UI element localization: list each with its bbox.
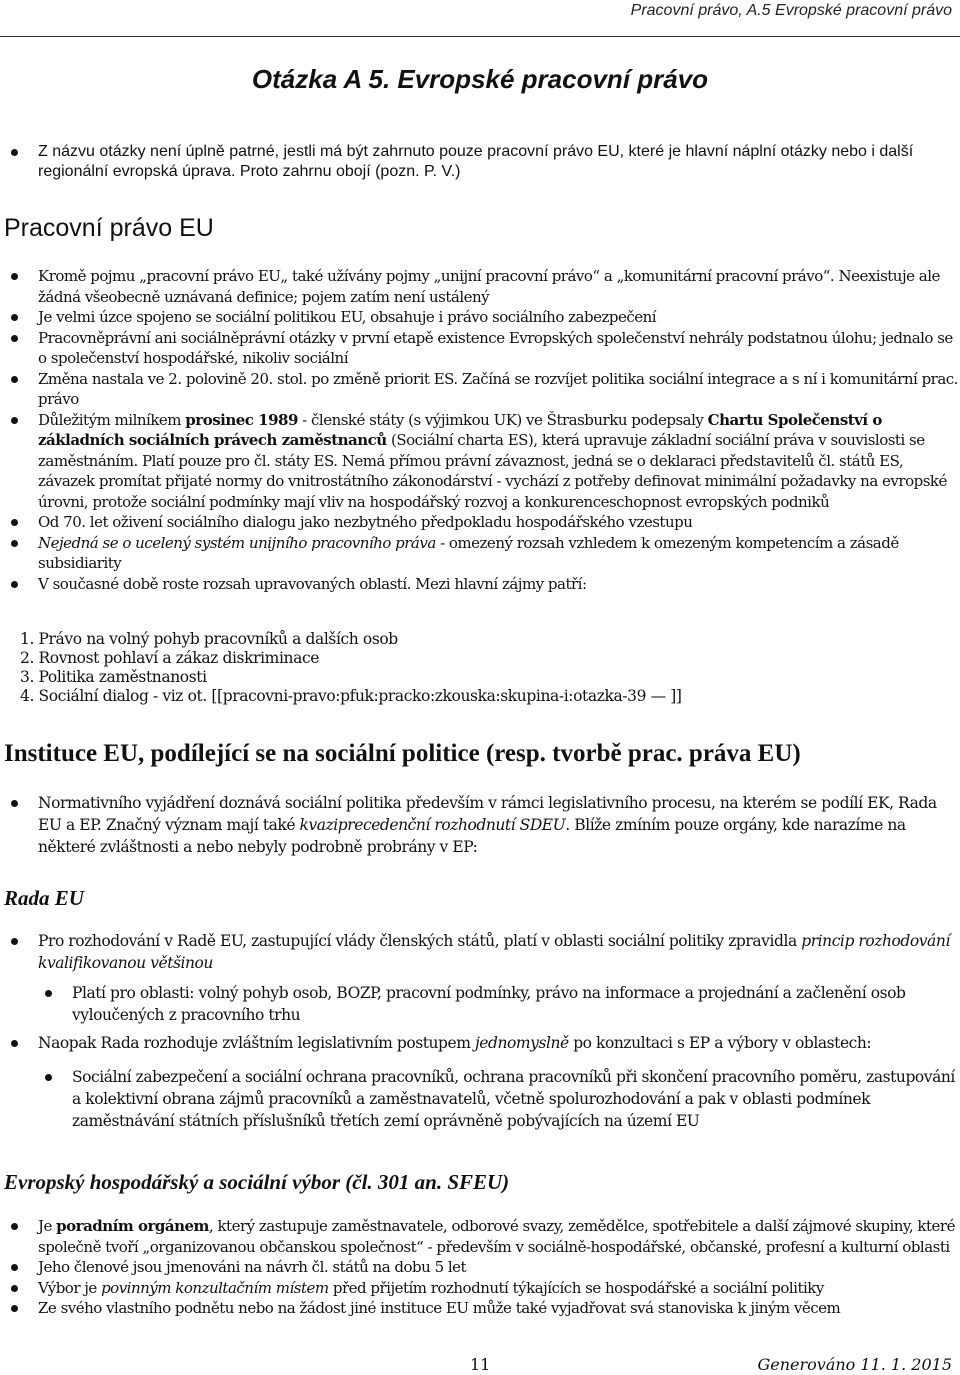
rada-sublist-1	[38, 982, 958, 1026]
section1-list	[4, 266, 958, 594]
list-item: Pracovněprávní ani sociálněprávní otázky v první etapě existence Evropských společenství nehrály podstatnou úlohu; jednalo se o společenství hospodářské, nikoliv sociální	[4, 328, 958, 369]
section-heading-rada-eu: Rada EU	[4, 886, 84, 910]
list-item: Platí pro oblasti: volný pohyb osob, BOZP, pracovní podmínky, právo na informace a projednání a začlenění osob vyloučených z pracovního trhu	[38, 982, 958, 1026]
numbered-item: 1. Právo na volný pohyb pracovníků a dalších osob	[20, 630, 398, 648]
numbered-item: 3. Politika zaměstnanosti	[20, 668, 207, 686]
running-header: Pracovní právo, A.5 Evropské pracovní právo	[630, 2, 952, 19]
section-heading-instituce-eu: Instituce EU, podílející se na sociální politice (resp. tvorbě prac. práva EU)	[4, 740, 801, 767]
rada-list-2	[4, 1032, 958, 1054]
priorities-numbered-list	[20, 630, 950, 706]
list-item: Je velmi úzce spojeno se sociální politikou EU, obsahuje i právo sociálního zabezpečení	[4, 307, 958, 328]
list-item: Důležitým milníkem prosinec 1989 - členské státy (s výjimkou UK) ve Štrasburku podepsaly Chartu Společenství o základních sociálních právech zaměstnanců (Sociální charta ES), která upravuje základní sociální práva v souvislosti se zaměstnáním. Platí pouze pro čl. státy ES. Nemá přímou právní závaznost, jedná se o deklaraci představitelů čl. států ES, závazek promítat přijaté normy do vnitrostátního zákonodárství - vychází z potřeby definovat minimální požadavky na evropské úrovni, protože sociální podmínky mají vliv na hospodářský rozvoj a konkurenceschopnost evropských podniků	[4, 410, 958, 513]
list-item: Nejedná se o ucelený systém unijního pracovního práva - omezený rozsah vzhledem k omezeným kompetencím a zásadě subsidiarity	[4, 533, 958, 574]
numbered-item: 2. Rovnost pohlaví a zákaz diskriminace	[20, 649, 320, 667]
list-item: Z názvu otázky není úplně patrné, jestli má být zahrnuto pouze pracovní právo EU, které je hlavní náplní otázky nebo i další regionální evropská úprava. Proto zahrnu obojí (pozn. P. V.)	[4, 142, 958, 182]
numbered-item: 4. Sociální dialog - viz ot. [[pracovni-pravo:pfuk:pracko:zkouska:skupina-i:otazka-39 — ]]	[20, 687, 682, 705]
list-item: V současné době roste rozsah upravovaných oblastí. Mezi hlavní zájmy patří:	[4, 574, 958, 595]
list-item: Naopak Rada rozhoduje zvláštním legislativním postupem jednomyslně po konzultaci s EP a výbory v oblastech:	[4, 1032, 958, 1054]
section-heading-ehsv: Evropský hospodářský a sociální výbor (čl. 301 an. SFEU)	[4, 1170, 510, 1194]
header-rule	[0, 36, 960, 37]
generated-date: Generováno 11. 1. 2015	[757, 1355, 952, 1374]
page-number: 11	[470, 1355, 491, 1374]
list-item: Kromě pojmu „pracovní právo EU„ také užívány pojmy „unijní pracovní právo“ a „komunitární pracovní právo“. Neexistuje ale žádná všeobecně uznávaná definice; pojem zatím není ustálený	[4, 266, 958, 307]
intro-list	[4, 142, 958, 182]
list-item: Ze svého vlastního podnětu nebo na žádost jiné instituce EU může také vyjadřovat svá stanoviska k jiným věcem	[4, 1298, 958, 1319]
list-item: Výbor je povinným konzultačním místem před přijetím rozhodnutí týkajících se hospodářské a sociální politiky	[4, 1278, 958, 1299]
list-item: Sociální zabezpečení a sociální ochrana pracovníků, ochrana pracovníků při skončení pracovního poměru, zastupování a kolektivní obrana zájmů pracovníků a zaměstnavatelů, včetně spolurozhodování a pak v oblasti podmínek zaměstnávání státních příslušníků třetích zemí oprávněně pobývajících na území EU	[38, 1066, 958, 1132]
list-item: Změna nastala ve 2. polovině 20. stol. po změně priorit ES. Začíná se rozvíjet politika sociální integrace a s ní i komunitární prac. právo	[4, 369, 958, 410]
list-item: Jeho členové jsou jmenováni na návrh čl. států na dobu 5 let	[4, 1257, 958, 1278]
ehsv-list	[4, 1216, 958, 1319]
list-item: Pro rozhodování v Radě EU, zastupující vlády členských států, platí v oblasti sociální politiky zpravidla princip rozhodování kvalifikovanou většinou	[4, 930, 958, 974]
rada-list-1	[4, 930, 958, 974]
list-item: Od 70. let oživení sociálního dialogu jako nezbytného předpokladu hospodářského vzestupu	[4, 512, 958, 533]
section2-list	[4, 792, 958, 858]
list-item: Normativního vyjádření doznává sociální politika především v rámci legislativního procesu, na kterém se podílí EK, Rada EU a EP. Značný význam mají také kvaziprecedenční rozhodnutí SDEU. Blíže zmíním pouze orgány, kde narazíme na některé zvláštnosti a nebo nebyly podrobně probrány v EP:	[4, 792, 958, 858]
section-heading-pracovni-pravo-eu: Pracovní právo EU	[4, 214, 214, 242]
page-title: Otázka A 5. Evropské pracovní právo	[251, 64, 709, 94]
rada-sublist-2	[38, 1066, 958, 1132]
list-item: Je poradním orgánem, který zastupuje zaměstnavatele, odborové svazy, zemědělce, spotřebitele a další zájmové skupiny, které společně tvoří „organizovanou občanskou společnost“ - především v sociálně-hospodářské, občanské, profesní a kulturní oblasti	[4, 1216, 958, 1257]
